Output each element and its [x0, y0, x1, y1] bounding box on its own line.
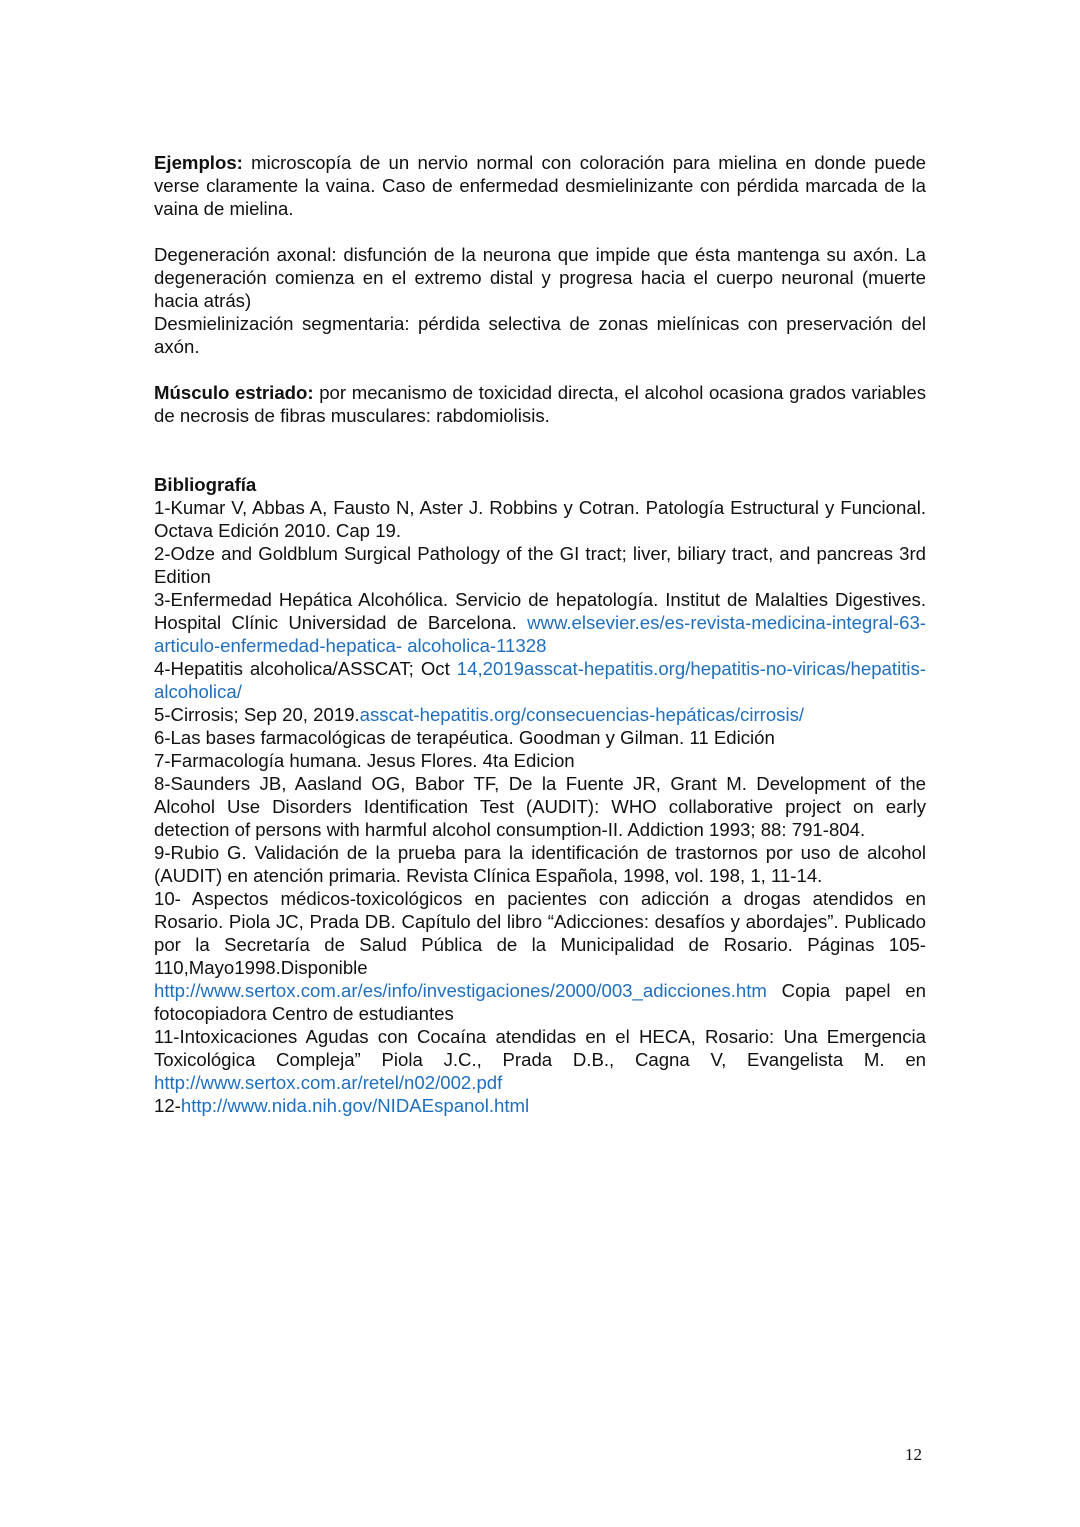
reference-8: 8-Saunders JB, Aasland OG, Babor TF, De la Fuente JR, Grant M. Development of the Alcohol Use Disorders Identification Test (AUDIT): WHO collaborative project on early detection of persons with harmful alcohol consumption-II. Addiction 1993; 88: 791-804.	[154, 773, 926, 840]
reference-10-link[interactable]: http://www.sertox.com.ar/es/info/investigaciones/2000/003_adicciones.htm	[154, 980, 767, 1001]
reference-12	[154, 1094, 926, 1117]
reference-10-tail: Copia papel en fotocopiadora Centro de estudiantes	[154, 980, 926, 1024]
reference-7: 7-Farmacología humana. Jesus Flores. 4ta Edicion	[154, 750, 575, 771]
reference-12-link[interactable]: http://www.nida.nih.gov/NIDAEspanol.html	[180, 1095, 530, 1116]
reference-11-text: 11-Intoxicaciones Agudas con Cocaína atendidas en el HECA, Rosario: Una Emergencia Toxicológica Compleja” Piola J.C., Prada D.B., Cagna V, Evangelista M. en	[154, 1026, 926, 1070]
reference-11	[154, 1025, 926, 1094]
desmielinizacion-paragraph: Desmielinización segmentaria: pérdida selectiva de zonas mielínicas con preservación del axón.	[154, 313, 926, 357]
reference-3	[154, 588, 926, 657]
reference-1: 1-Kumar V, Abbas A, Fausto N, Aster J. Robbins y Cotran. Patología Estructural y Funcional. Octava Edición 2010. Cap 19.	[154, 497, 926, 541]
ejemplos-label: Ejemplos:	[154, 152, 243, 173]
reference-4-link[interactable]: 14,2019asscat-hepatitis.org/hepatitis-no-viricas/hepatitis-alcoholica/	[154, 658, 926, 702]
page-number: 12	[905, 1445, 922, 1464]
page-body	[154, 151, 926, 1117]
reference-6: 6-Las bases farmacológicas de terapéutica. Goodman y Gilman. 11 Edición	[154, 727, 775, 748]
reference-9: 9-Rubio G. Validación de la prueba para la identificación de trastornos por uso de alcohol (AUDIT) en atención primaria. Revista Clínica Española, 1998, vol. 198, 1, 11-14.	[154, 842, 926, 886]
bibliography-title	[154, 473, 926, 496]
musculo-text: por mecanismo de toxicidad directa, el alcohol ocasiona grados variables de necrosis de fibras musculares: rabdomiolisis.	[154, 382, 926, 426]
ejemplos-paragraph	[154, 151, 926, 220]
reference-5-text: 5-Cirrosis; Sep 20, 2019.	[154, 704, 360, 725]
reference-10-text: 10- Aspectos médicos-toxicológicos en pacientes con adicción a drogas atendidos en Rosario. Piola JC, Prada DB. Capítulo del libro “Adicciones: desafíos y abordajes”. Publicado por la Secretaría de Salud Pública de la Municipalidad de Rosario. Páginas 105-110,Mayo1998.Disponible	[154, 888, 926, 978]
reference-4	[154, 657, 926, 703]
degeneracion-paragraph: Degeneración axonal: disfunción de la neurona que impide que ésta mantenga su axón. La degeneración comienza en el extremo distal y progresa hacia el cuerpo neuronal (muerte hacia atrás)	[154, 244, 926, 311]
reference-10	[154, 887, 926, 1025]
reference-4-text: 4-Hepatitis alcoholica/ASSCAT; Oct	[154, 658, 457, 679]
reference-5	[154, 703, 926, 726]
reference-11-link[interactable]: http://www.sertox.com.ar/retel/n02/002.pdf	[154, 1072, 503, 1093]
reference-3-text: 3-Enfermedad Hepática Alcohólica. Servicio de hepatología. Institut de Malalties Digestives. Hospital Clínic Universidad de Barcelona.	[154, 589, 926, 633]
reference-3-link[interactable]: www.elsevier.es/es-revista-medicina-integral-63-articulo-enfermedad-hepatica- alcoholica-11328	[154, 612, 926, 656]
musculo-label: Músculo estriado:	[154, 382, 314, 403]
reference-12-text: 12-	[154, 1095, 181, 1116]
reference-2: 2-Odze and Goldblum Surgical Pathology of the GI tract; liver, biliary tract, and pancreas 3rd Edition	[154, 543, 926, 587]
musculo-paragraph	[154, 381, 926, 427]
reference-5-link[interactable]: asscat-hepatitis.org/consecuencias-hepáticas/cirrosis/	[359, 704, 805, 725]
ejemplos-text: microscopía de un nervio normal con coloración para mielina en donde puede verse claramente la vaina. Caso de enfermedad desmielinizante con pérdida marcada de la vaina de mielina.	[154, 152, 926, 219]
bibliography-heading: Bibliografía	[154, 474, 257, 495]
